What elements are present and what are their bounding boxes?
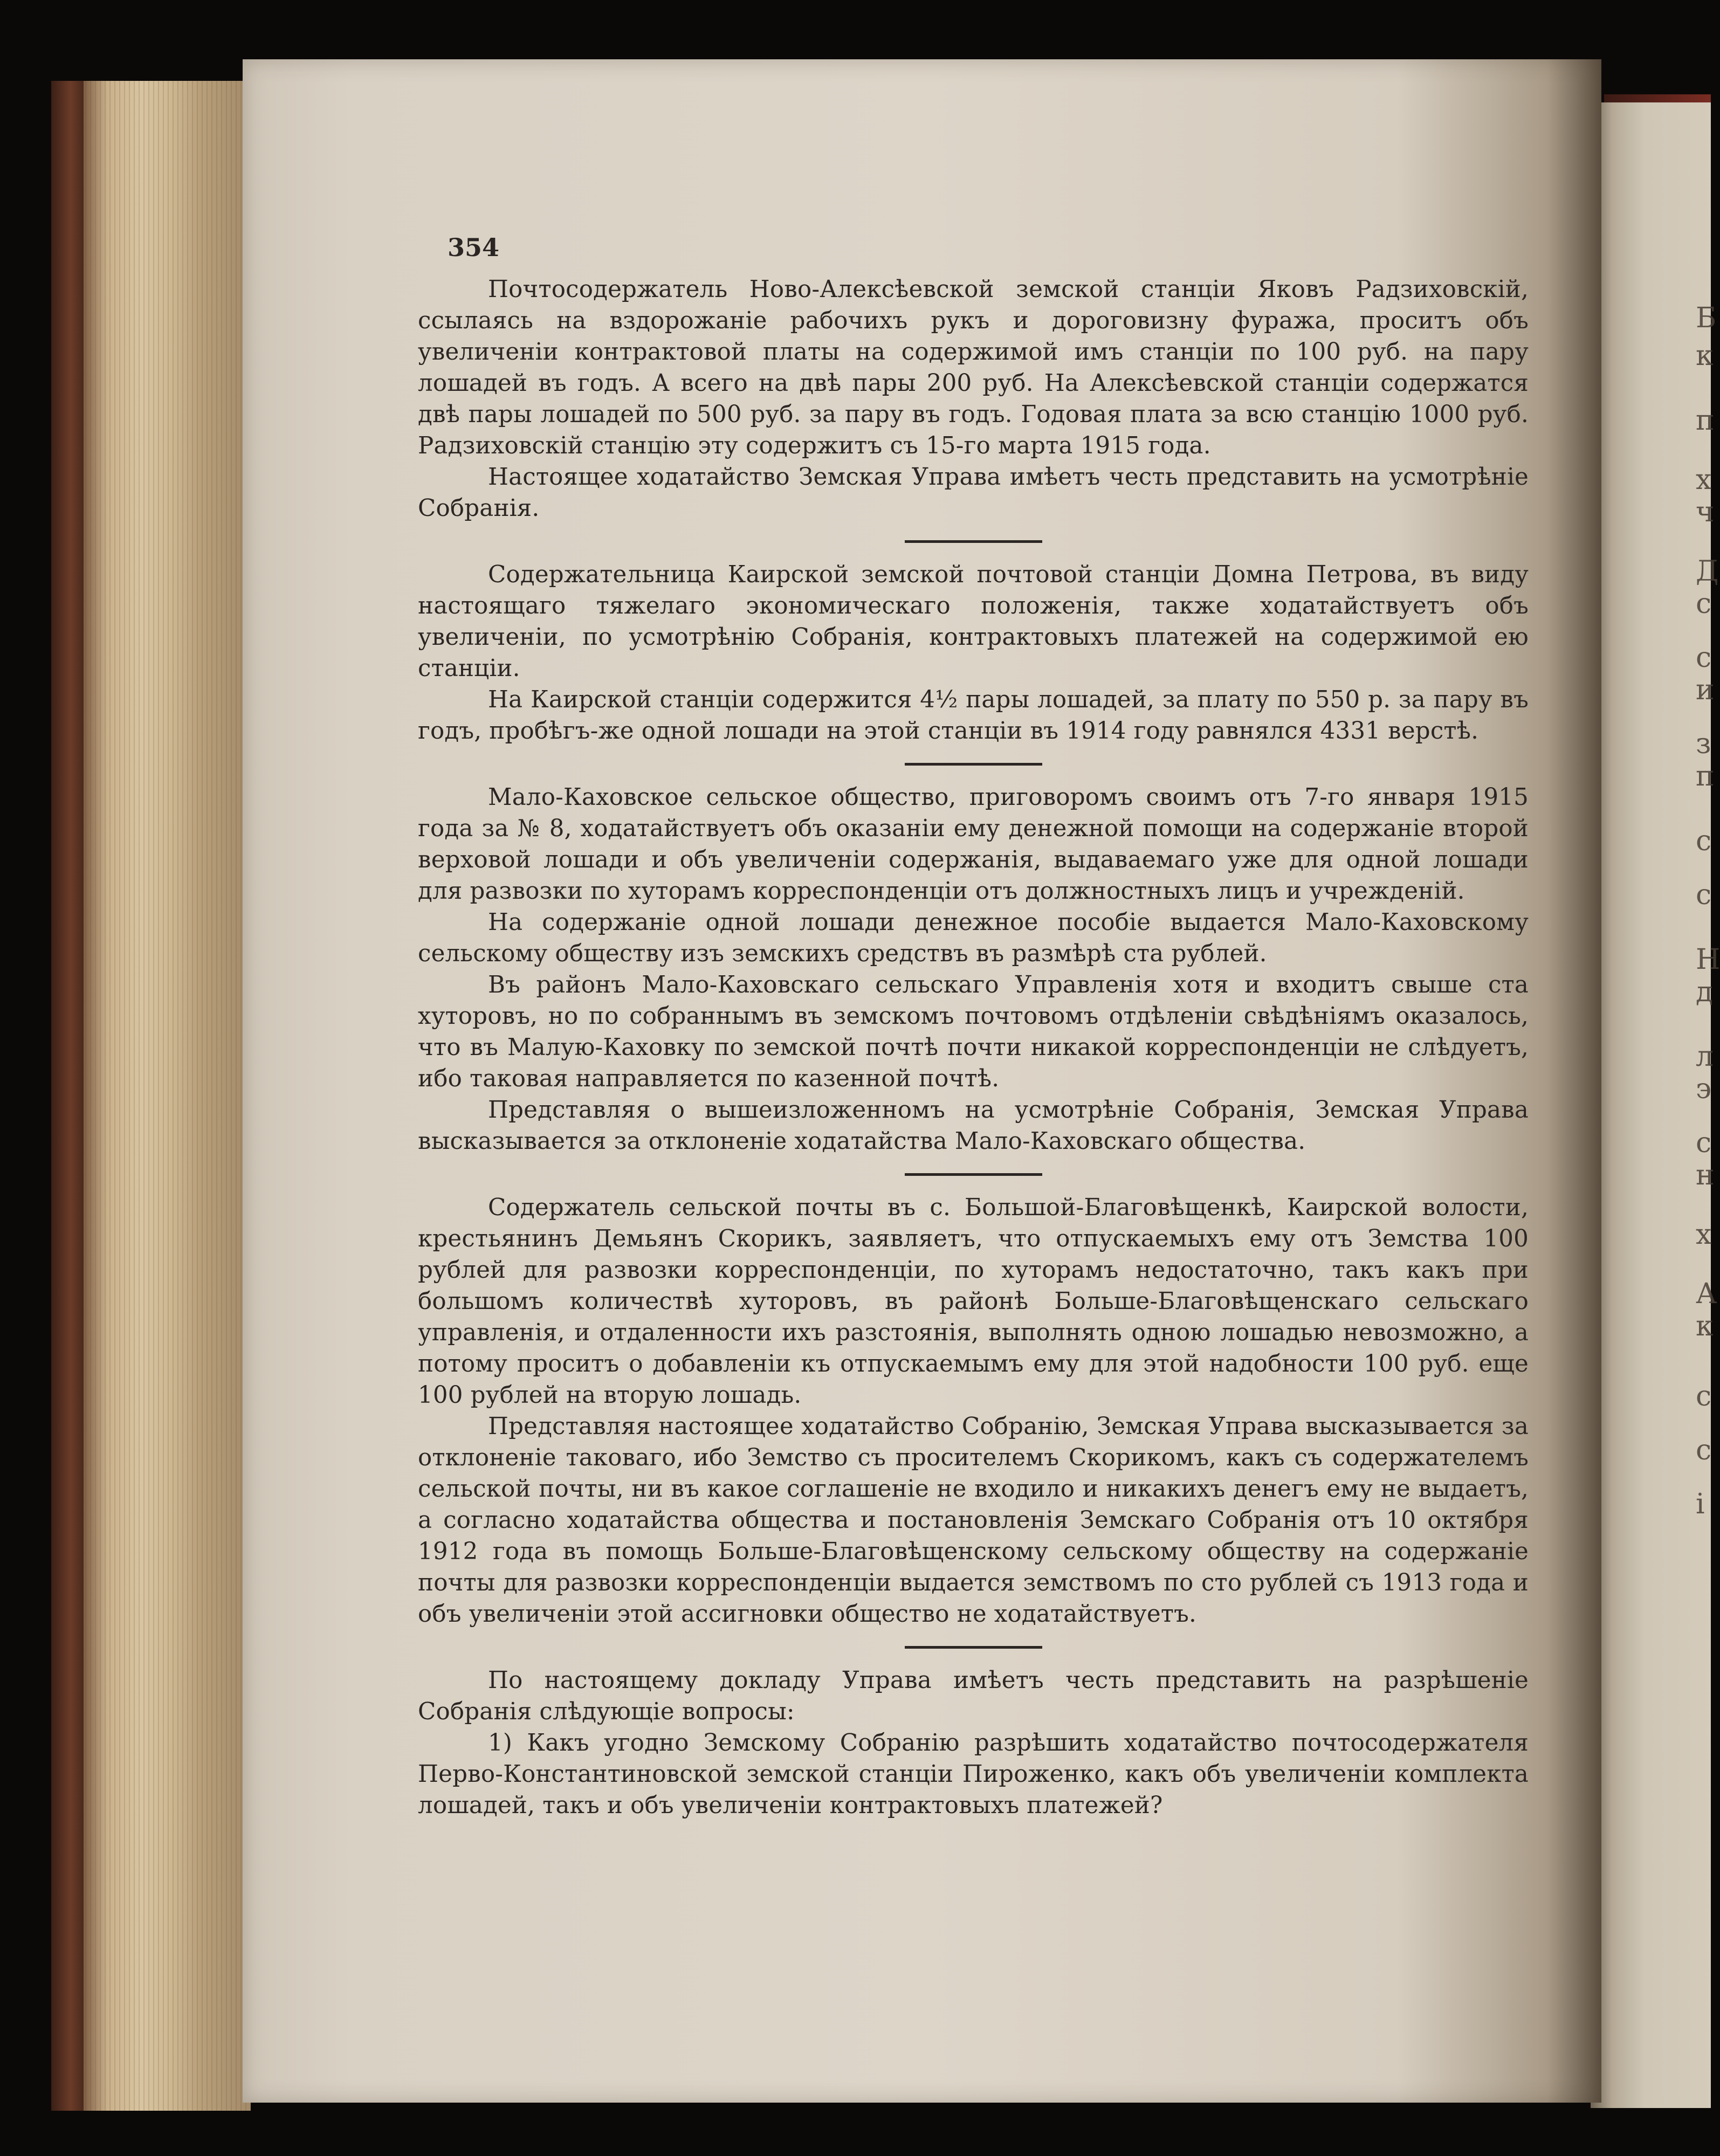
opposite-page-fragment: с [1696, 1434, 1712, 1466]
opposite-page-fragment: д [1696, 976, 1714, 1008]
section-divider [905, 763, 1042, 766]
section-divider [905, 1173, 1042, 1176]
opposite-page-fragment: н [1696, 1159, 1715, 1191]
opposite-page [1591, 102, 1720, 2108]
paragraph-malo-kakhovka-request: Мало-Каховское сельское общество, приговоромъ своимъ отъ 7-го января 1915 года за № 8, ходатайствуетъ объ оказаніи ему денежной помощи на содержаніе второй верховой лошади и объ увеличеніи содержанія, выдаваемаго уже для одной лошади для развозки по хуторамъ корреспонденціи отъ должностныхъ лицъ и учрежденій. [418, 784, 1529, 905]
opposite-page-fragment: А [1696, 1278, 1717, 1310]
opposite-page-fragment: и [1696, 674, 1715, 706]
paragraph-question-1: 1) Какъ угодно Земскому Собранію разрѣшить ходатайство почтосодержателя Перво-Константиновской земской станціи Пироженко, какъ объ увеличеніи комплекта лошадей, такъ и объ увеличеніи контрактовыхъ платежей? [418, 1730, 1529, 1819]
opposite-page-fragment: х [1696, 1218, 1712, 1251]
section-divider [905, 540, 1042, 543]
opposite-page-fragment: с [1696, 1380, 1712, 1413]
paragraph-petrova-details: На Каирской станціи содержится 4½ пары лошадей, за плату по 550 р. за пару въ годъ, пробѣгъ-же одной лошади на этой станціи въ 1914 году равнялся 4331 верстѣ. [418, 686, 1529, 745]
paragraph-malo-kakhovka-findings: Въ районъ Мало-Каховскаго сельскаго Управленія хотя и входитъ свыше ста хуторовъ, но по собраннымъ въ земскомъ почтовомъ отдѣленіи свѣдѣніямъ оказалось, что въ Малую-Каховку по земской почтѣ почти никакой корреспонденціи не слѣдуетъ, ибо таковая направляется по казенной почтѣ. [418, 972, 1529, 1092]
paragraph-petrova-request: Содержательница Каирской земской почтовой станціи Домна Петрова, въ виду настоящаго тяжелаго экономическаго положенія, также ходатайствуетъ объ увеличеніи, по усмотрѣнію Собранія, контрактовыхъ платежей на содержимой ею станціи. [418, 561, 1529, 682]
section-divider [905, 1646, 1042, 1649]
opposite-page-fragment: с [1696, 825, 1712, 857]
opposite-page-fragment: Б [1696, 302, 1717, 334]
opposite-page-fragment: с [1696, 588, 1712, 620]
opposite-page-fragment: ч [1696, 496, 1715, 528]
opposite-page-fragment: х [1696, 464, 1712, 496]
opposite-page-fragment: і [1696, 1488, 1705, 1520]
paragraph-radzikhovsky-conclusion: Настоящее ходатайство Земская Управа имѣетъ честь представить на усмотрѣніе Собранія. [418, 464, 1529, 522]
page-text [418, 237, 1529, 1821]
paragraph-questions-intro: По настоящему докладу Управа имѣетъ честь представить на разрѣшеніе Собранія слѣдующіе вопросы: [418, 1667, 1529, 1725]
opposite-page-fragment: с [1696, 642, 1712, 674]
paragraph-skorik-request: Содержатель сельской почты въ с. Большой-Благовѣщенкѣ, Каирской волости, крестьянинъ Демьянъ Скорикъ, заявляетъ, что отпускаемыхъ ему отъ Земства 100 рублей для развозки корреспонденціи, по хуторамъ недостаточно, такъ какъ при большомъ количествѣ хуторовъ, въ районѣ Больше-Благовѣщенскаго сельскаго управленія, и отдаленности ихъ разстоянія, выполнять одною лошадью невозможно, а потому проситъ о добавленіи къ отпускаемымъ ему для этой надобности 100 руб. еще 100 рублей на вторую лошадь. [418, 1194, 1529, 1409]
opposite-page-fragment: с [1696, 1127, 1712, 1159]
opposite-page-fragment: э [1696, 1073, 1712, 1105]
opposite-page-fragment: Д [1696, 555, 1719, 588]
opposite-page-fragment: п [1696, 404, 1715, 437]
opposite-page-fragment: к [1696, 1310, 1714, 1342]
paragraph-malo-kakhovka-allowance: На содержаніе одной лошади денежное пособіе выдается Мало-Каховскому сельскому обществу изъ земскихъ средствъ въ размѣрѣ ста рублей. [418, 909, 1529, 967]
opposite-page-fragment: л [1696, 1041, 1714, 1073]
opposite-page-fragment: Н [1696, 943, 1720, 976]
page-number: 354 [448, 233, 500, 262]
book-spine [51, 81, 84, 2111]
paragraph-radzikhovsky-request: Почтосодержатель Ново-Алексѣевской земской станціи Яковъ Радзиховскій, ссылаясь на вздорожаніе рабочихъ рукъ и дороговизну фуража, проситъ объ увеличеніи контрактовой платы на содержимой имъ станціи по 100 руб. на пару лошадей въ годъ. А всего на двѣ пары 200 руб. На Алексѣевской станціи содержатся двѣ пары лошадей по 500 руб. за пару въ годъ. Годовая плата за всю станцію 1000 руб. Радзиховскій станцію эту содержитъ съ 15-го марта 1915 года. [418, 276, 1529, 459]
paragraph-skorik-conclusion: Представляя настоящее ходатайство Собранію, Земская Управа высказывается за отклоненіе таковаго, ибо Земство съ просителемъ Скорикомъ, какъ съ содержателемъ сельской почты, ни въ какое соглашеніе не входило и никакихъ денегъ ему не выдаетъ, а согласно ходатайства общества и постановленія Земскаго Собранія отъ 10 октября 1912 года въ помощь Больше-Благовѣщенскому сельскому обществу на содержаніе почты для развозки корреспонденціи выдается земствомъ по сто рублей съ 1913 года и объ увеличеніи этой ассигновки общество не ходатайствуетъ. [418, 1413, 1529, 1628]
opposite-page-fragment: з [1696, 728, 1711, 760]
opposite-page-fragment: к [1696, 340, 1714, 372]
paragraph-malo-kakhovka-conclusion: Представляя о вышеизложенномъ на усмотрѣніе Собранія, Земская Управа высказывается за отклоненіе ходатайства Мало-Каховскаго общества. [418, 1097, 1529, 1155]
opposite-page-fragment: п [1696, 760, 1715, 793]
opposite-page-fragment: с [1696, 879, 1712, 911]
